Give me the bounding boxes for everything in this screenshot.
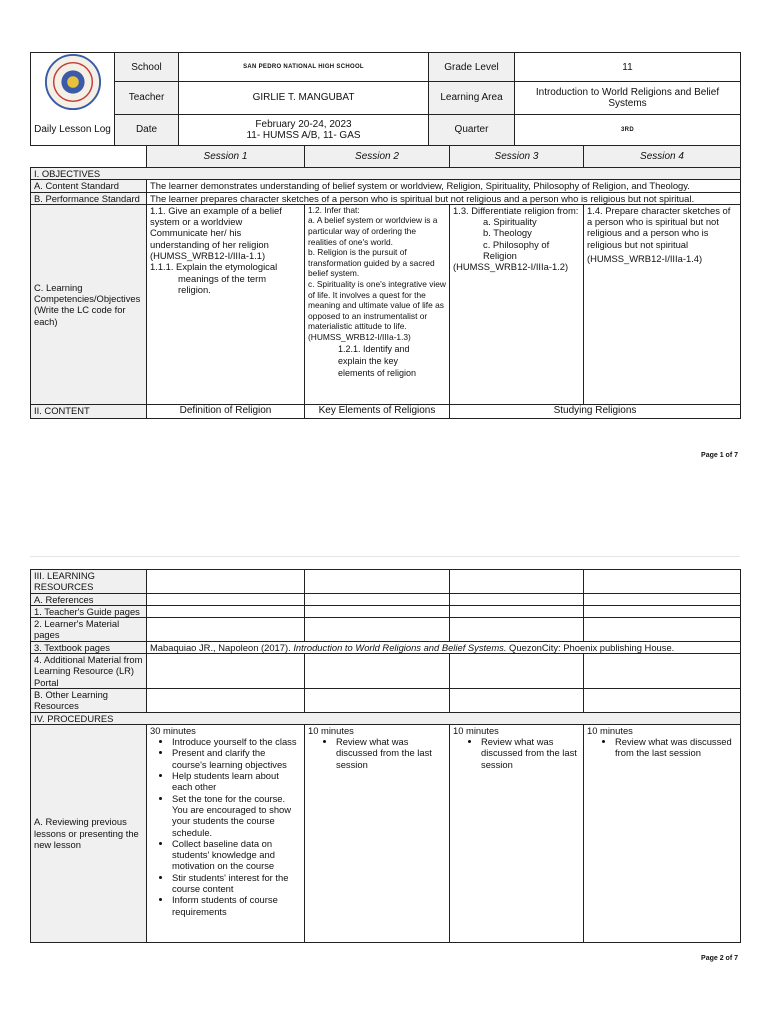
empty-cell [147, 605, 305, 617]
session-4-header: Session 4 [584, 146, 741, 168]
empty-cell [147, 688, 305, 712]
s3-objective: 1.3. Differentiate religion from: [453, 204, 579, 216]
s3-item: a. Spirituality [483, 216, 537, 228]
empty-cell [147, 570, 305, 594]
list-item: • Inform students of course requirements [172, 894, 301, 917]
content-standard-label: A. Content Standard [31, 180, 147, 192]
s1-sub-objective: 1.1.1. Explain the etymological meanings of the term religion. [150, 261, 278, 295]
page-divider [30, 556, 740, 557]
list-item: • Present and clarify the course's learning objectives [172, 747, 301, 770]
empty-cell [450, 654, 584, 689]
empty-cell [584, 593, 741, 605]
list-item: • Help students learn about each other [172, 770, 301, 793]
session-2-header: Session 2 [305, 146, 450, 168]
empty-cell [584, 605, 741, 617]
textbook-label: 3. Textbook pages [31, 641, 147, 653]
grade-value: 11 [515, 53, 741, 82]
references-label: A. References [31, 593, 147, 605]
teacher-label: Teacher [115, 82, 179, 114]
empty-cell [450, 593, 584, 605]
empty-cell [450, 570, 584, 594]
grade-label: Grade Level [429, 53, 515, 82]
empty-cell [305, 654, 450, 689]
quarter-value: 3RD [515, 114, 741, 145]
session-1-competency [147, 204, 305, 404]
content-session-2: Key Elements of Religions [305, 404, 450, 418]
procedure-session-4 [584, 724, 741, 942]
header-table [30, 52, 741, 146]
s3-item: c. Philosophy of Religion [483, 238, 550, 262]
empty-cell [584, 618, 741, 642]
empty-cell [450, 688, 584, 712]
list-item: • Collect baseline data on students' knowledge and motivation on the course [172, 838, 301, 872]
s3-item: b. Theology [483, 227, 532, 239]
s2-activity-list [308, 736, 446, 770]
s2-objective: 1.2. Infer that: [308, 204, 360, 215]
learners-material-label: 2. Learner's Material pages [31, 618, 147, 642]
s4-objective: 1.4. Prepare character sketches of a person who is spiritual but not religious and a person who is religious but not spiritual [587, 204, 731, 250]
s2-sub-objective: 1.2.1. Identify and explain the key elements of religion [338, 343, 417, 378]
deped-seal-icon [44, 53, 102, 111]
list-item: • Review what was discussed from the last session [615, 736, 737, 759]
competencies-label: C. Learning Competencies/Objectives (Write the LC code for each) [31, 204, 147, 404]
session-4-competency [584, 204, 741, 404]
teachers-guide-label: 1. Teacher's Guide pages [31, 605, 147, 617]
s1-objective: 1.1. Give an example of a belief system or a worldview Communicate her/ his understanding of her religion (HUMSS_WRB12-I/IIIa-1.1) [150, 204, 282, 262]
empty-cell [147, 618, 305, 642]
content-session-34: Studying Religions [450, 404, 741, 418]
list-item: • Review what was discussed from the last session [336, 736, 446, 770]
s2-point-b: b. Religion is the pursuit of transformation guided by a sacred belief system. [308, 247, 435, 279]
s2-duration: 10 minutes [308, 724, 354, 736]
textbook-author: Mabaquiao JR., Napoleon (2017). [150, 641, 294, 653]
empty-cell [305, 618, 450, 642]
objectives-table [30, 145, 741, 419]
procedures-heading: IV. PROCEDURES [31, 712, 741, 724]
procedure-session-3 [450, 724, 584, 942]
empty-cell [450, 605, 584, 617]
empty-cell [305, 605, 450, 617]
date-value [179, 114, 429, 145]
reviewing-lesson-label: A. Reviewing previous lessons or presenting the new lesson [31, 724, 147, 942]
log-title: Daily Lesson Log [31, 114, 115, 145]
s4-duration: 10 minutes [587, 724, 633, 736]
section-line: 11- HUMSS A/B, 11- GAS [246, 129, 361, 141]
s2-code: (HUMSS_WRB12-I/IIIa-1.3) [308, 332, 411, 343]
session-1-header: Session 1 [147, 146, 305, 168]
procedure-session-1 [147, 724, 305, 942]
empty-cell [147, 593, 305, 605]
additional-material-label: 4. Additional Material from Learning Resource (LR) Portal [31, 654, 147, 689]
content-session-1: Definition of Religion [147, 404, 305, 418]
date-label: Date [115, 114, 179, 145]
session-3-header: Session 3 [450, 146, 584, 168]
quarter-label: Quarter [429, 114, 515, 145]
list-item: • Stir students' interest for the course content [172, 872, 301, 895]
s3-code: (HUMSS_WRB12-I/IIIa-1.2) [453, 261, 569, 273]
content-label: II. CONTENT [31, 404, 147, 418]
empty-cell [584, 654, 741, 689]
textbook-citation [147, 641, 741, 653]
empty-cell [305, 688, 450, 712]
area-label: Learning Area [429, 82, 515, 114]
empty-cell [584, 688, 741, 712]
s1-activity-list [150, 736, 301, 917]
empty-cell [147, 654, 305, 689]
s3-duration: 10 minutes [453, 724, 499, 736]
empty-cell [584, 570, 741, 594]
school-label: School [115, 53, 179, 82]
blank-head [31, 146, 147, 168]
empty-cell [450, 618, 584, 642]
other-resources-label: B. Other Learning Resources [31, 688, 147, 712]
empty-cell [305, 593, 450, 605]
s2-point-a: a. A belief system or worldview is a particular way of ordering the realities of one's world. [308, 215, 438, 247]
teacher-value: GIRLIE T. MANGUBAT [179, 82, 429, 114]
content-standard-text: The learner demonstrates understanding of belief system or worldview, Religion, Spirituality, Philosophy of Religion, and Theology. [147, 180, 741, 192]
session-3-competency [450, 204, 584, 404]
page-number: Page 1 of 7 [701, 452, 738, 459]
s3-activity-list [453, 736, 580, 770]
objectives-heading: I. OBJECTIVES [31, 168, 741, 180]
school-value: SAN PEDRO NATIONAL HIGH SCHOOL [179, 53, 429, 82]
performance-standard-text: The learner prepares character sketches of a person who is spiritual but not religious and a person who is religious but not spiritual. [147, 192, 741, 204]
textbook-title: Introduction to World Religions and Belief Systems. [293, 641, 507, 653]
s1-duration: 30 minutes [150, 724, 196, 736]
empty-cell [305, 570, 450, 594]
list-item: • Review what was discussed from the last session [481, 736, 580, 770]
s4-activity-list [587, 736, 737, 759]
performance-standard-label: B. Performance Standard [31, 192, 147, 204]
s2-point-c: c. Spirituality is one's integrative view of life. It involves a quest for the meaning and ultimate value of life as opposed to an instrumentalist or materialistic attitude to life. [308, 279, 446, 332]
procedure-session-2 [305, 724, 450, 942]
textbook-publisher: QuezonCity: Phoenix publishing House. [506, 641, 675, 653]
list-item: • Set the tone for the course. You are encouraged to show your students the course schedule. [172, 793, 301, 838]
page-number: Page 2 of 7 [701, 955, 738, 962]
resources-heading: III. LEARNING RESOURCES [31, 570, 147, 594]
deped-logo-cell [31, 53, 115, 115]
resources-table [30, 569, 741, 943]
s4-code: (HUMSS_WRB12-I/IIIa-1.4) [587, 253, 703, 265]
session-2-competency [305, 204, 450, 404]
area-value: Introduction to World Religions and Belief Systems [515, 82, 741, 114]
list-item: • Introduce yourself to the class [172, 736, 301, 747]
date-line: February 20-24, 2023 [255, 118, 352, 130]
